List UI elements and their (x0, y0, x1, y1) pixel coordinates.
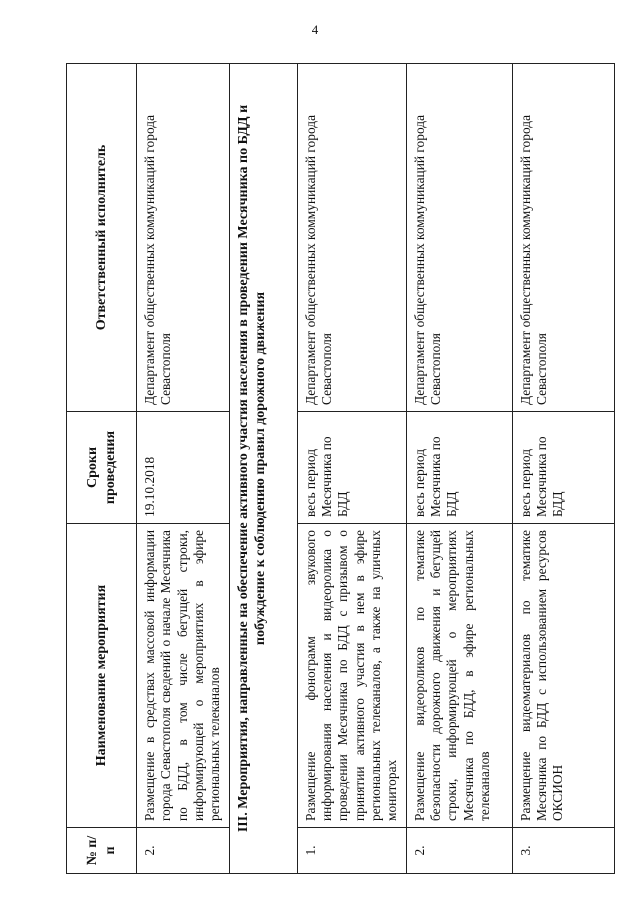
row-num: 2. (406, 828, 512, 874)
row-time: весь период Месячника по БДД (406, 412, 512, 524)
page-number: 4 (311, 22, 319, 37)
row-time: весь период Месячника по БДД (297, 412, 406, 524)
row-time: весь период Месячника по БДД (512, 412, 614, 524)
table-row (297, 64, 406, 874)
row-time: 19.10.2018 (137, 412, 230, 524)
header-responsible: Ответственный исполнитель (67, 64, 137, 412)
rotated-page-content (66, 64, 596, 874)
row-name: Размещение видеороликов по тематике безопасности дорожного движения и бегущей строки, информирующей о мероприятиях Месячника по БДД, в эфире региональных телеканалов (406, 524, 512, 828)
header-name: Наименование мероприятия (67, 524, 137, 828)
row-name: Размещение в средствах массовой информации города Севастополя сведений о начале Месячника по БДД, в том числе бегущей строки, информирующей о мероприятиях в эфире региональных телеканалов (137, 524, 230, 828)
row-responsible: Департамент общественных коммуникаций города Севастополя (137, 64, 230, 412)
row-name: Размещение видеоматериалов по тематике Месячника по БДД с использованием ресурсов ОКСИОН (512, 524, 614, 828)
row-name: Размещение фонограмм звукового информирования населения и видеоролика о проведении Месячника по БДД с призывом о принятии активного участия в нем в эфире региональных телеканалов, а также на уличных мониторах (297, 524, 406, 828)
table-row (512, 64, 614, 874)
section-title: III. Мероприятия, направленные на обеспечение активного участия населения в проведении Месячника по БДД и побуждение к соблюдению правил дорожного движения (229, 64, 297, 874)
table-row (406, 64, 512, 874)
table-header-row (67, 64, 137, 874)
header-num: № п/п (67, 828, 137, 874)
row-responsible: Департамент общественных коммуникаций города Севастополя (512, 64, 614, 412)
table-row (137, 64, 230, 874)
row-responsible: Департамент общественных коммуникаций города Севастополя (406, 64, 512, 412)
row-num: 2. (137, 828, 230, 874)
section-header-row (229, 64, 297, 874)
header-time: Сроки проведения (67, 412, 137, 524)
events-table (66, 63, 615, 874)
row-num: 3. (512, 828, 614, 874)
row-num: 1. (297, 828, 406, 874)
row-responsible: Департамент общественных коммуникаций города Севастополя (297, 64, 406, 412)
